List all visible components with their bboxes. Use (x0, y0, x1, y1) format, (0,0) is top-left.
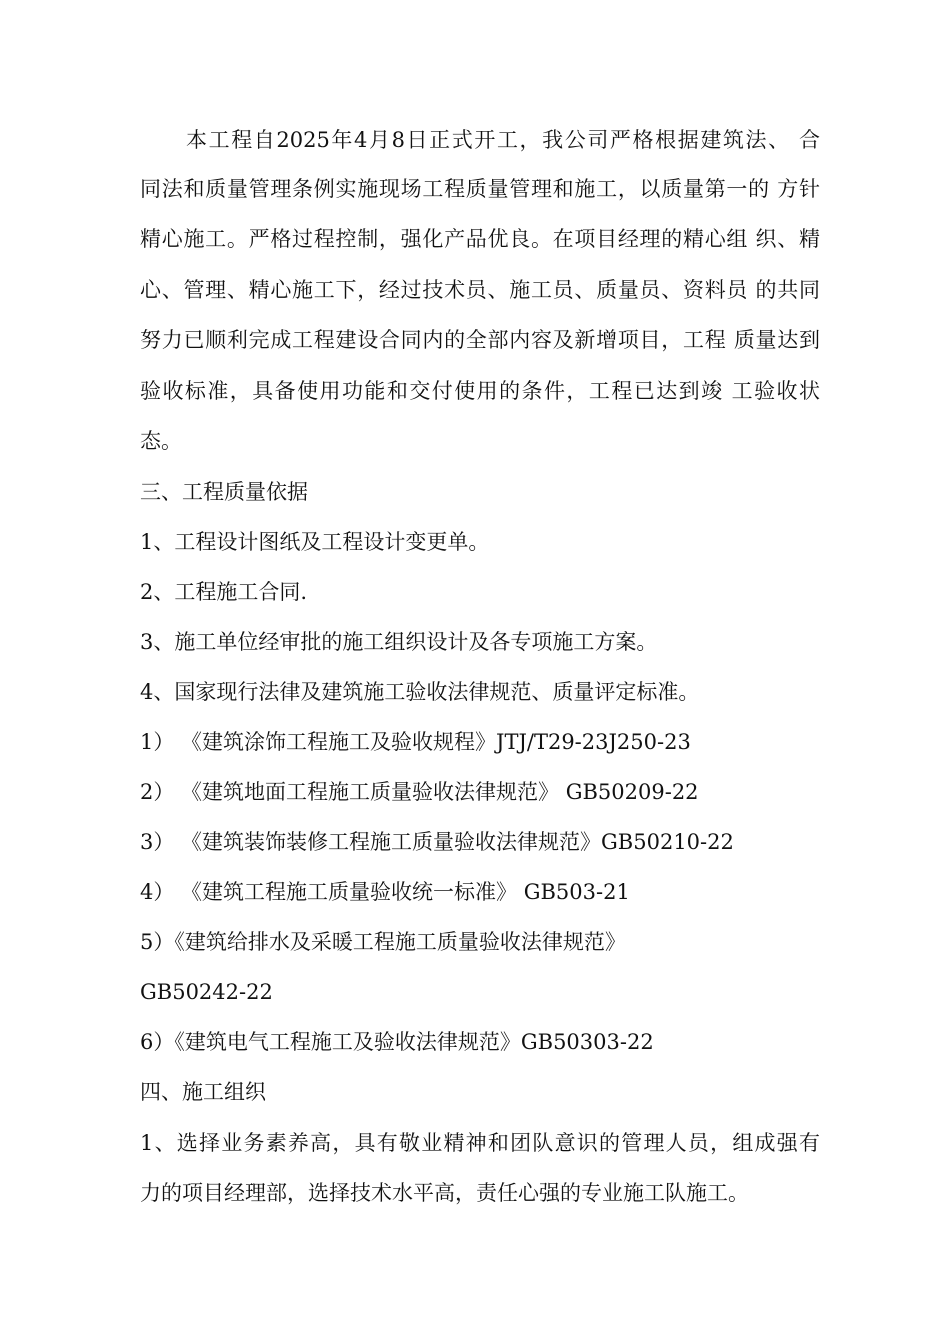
intro-line-3: 精心施工。严格过程控制，强化产品优良。在项目经理的精心组 织、精 (140, 227, 820, 251)
section4-heading: 四、施工组织 (140, 1080, 266, 1104)
section4-line-1: 1、选择业务素养高，具有敬业精神和团队意识的管理人员，组成强有 (140, 1131, 820, 1155)
section3-item-3: 3、施工单位经审批的施工组织设计及各专项施工方案。 (140, 630, 658, 654)
intro-line-4: 心、管理、精心施工下，经过技术员、施工员、质量员、资料员 的共同 (140, 278, 820, 302)
section4-line-2: 力的项目经理部，选择技术水平高，责任心强的专业施工队施工。 (140, 1181, 749, 1205)
standard-4: 4） 《建筑工程施工质量验收统一标准》 GB503-21 (140, 880, 630, 904)
standard-1: 1） 《建筑涂饰工程施工及验收规程》JTJ/T29-23J250-23 (140, 730, 691, 754)
section3-heading: 三、工程质量依据 (140, 480, 308, 504)
intro-line-1: 本工程自2025年4月8日正式开工，我公司严格根据建筑法、 合 (186, 128, 820, 152)
section3-item-2: 2、工程施工合同. (140, 580, 308, 604)
section3-item-4: 4、国家现行法律及建筑施工验收法律规范、质量评定标准。 (140, 680, 700, 704)
standard-6: 6）《建筑电气工程施工及验收法律规范》GB50303-22 (140, 1030, 654, 1054)
intro-line-2: 同法和质量管理条例实施现场工程质量管理和施工，以质量第一的 方针 (140, 177, 820, 201)
standard-3: 3） 《建筑装饰装修工程施工质量验收法律规范》GB50210-22 (140, 830, 734, 854)
section3-item-1: 1、工程设计图纸及工程设计变更单。 (140, 530, 490, 554)
standard-5-code: GB50242-22 (140, 980, 273, 1004)
intro-line-6: 验收标准，具备使用功能和交付使用的条件，工程已达到竣 工验收状 (140, 379, 820, 403)
intro-line-7: 态。 (140, 429, 182, 453)
intro-line-5: 努力已顺利完成工程建设合同内的全部内容及新增项目，工程 质量达到 (140, 328, 820, 352)
standard-2: 2） 《建筑地面工程施工质量验收法律规范》 GB50209-22 (140, 780, 699, 804)
standard-5: 5）《建筑给排水及采暖工程施工质量验收法律规范》 (140, 930, 626, 954)
